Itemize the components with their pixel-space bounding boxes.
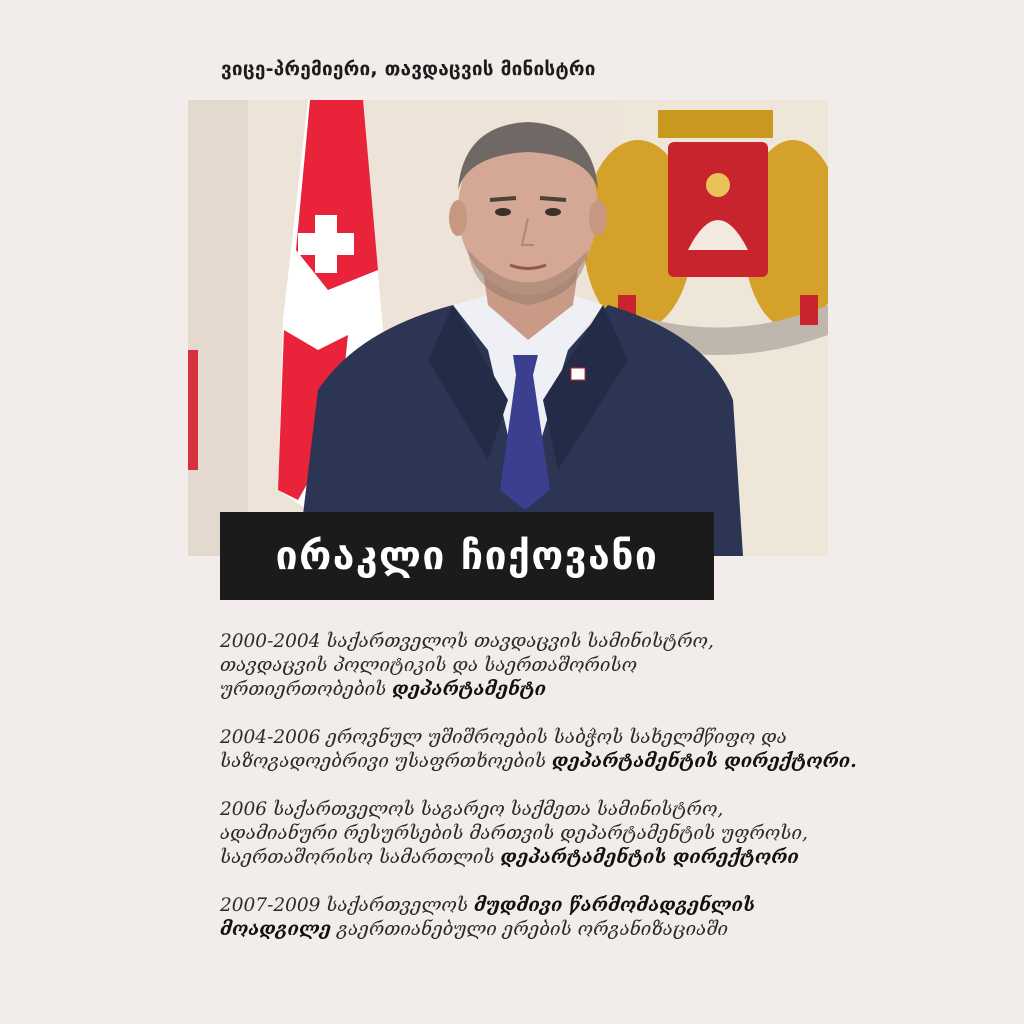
bio-emphasis: მუდმივი წარმომადგენლის <box>473 895 756 916</box>
bio-entry-2004-2006 <box>220 726 980 774</box>
bio-line: თავდაცვის პოლიტიკის და საერთაშორისო <box>220 655 638 676</box>
biography <box>220 630 980 966</box>
minister-name: ირაკლი ჩიქოვანი <box>275 533 659 579</box>
name-banner <box>220 512 714 600</box>
bio-emphasis: მოადგილე <box>220 919 332 940</box>
portrait-illustration <box>188 100 828 556</box>
bio-line: 2000-2004 საქართველოს თავდაცვის სამინისტრო, <box>220 631 714 652</box>
bio-line: ურთიერთობების დეპარტამენტი <box>220 679 547 700</box>
minister-portrait-photo <box>188 100 828 556</box>
role-title: ვიცე-პრემიერი, თავდაცვის მინისტრი <box>221 58 596 80</box>
bio-emphasis: დეპარტამენტის დირექტორი <box>500 847 799 868</box>
bio-line: საზოგადოებრივი უსაფრთხოების დეპარტამენტის დირექტორი. <box>220 751 857 772</box>
bio-line: მოადგილე გაერთიანებული ერების ორგანიზაციაში <box>220 919 729 940</box>
bio-entry-2000-2004 <box>220 630 980 702</box>
bio-line: ადამიანური რესურსების მართვის დეპარტამენტის უფროსი, <box>220 823 808 844</box>
bio-line: 2006 საქართველოს საგარეო საქმეთა სამინისტრო, <box>220 799 724 820</box>
bio-emphasis: დეპარტამენტი <box>392 679 547 700</box>
bio-line: საერთაშორისო სამართლის დეპარტამენტის დირექტორი <box>220 847 799 868</box>
bio-line: 2004-2006 ეროვნულ უშიშროების საბჭოს სახელმწიფო და <box>220 727 787 748</box>
bio-entry-2007-2009 <box>220 894 980 942</box>
flag-edge-left <box>188 350 198 470</box>
bio-emphasis: დეპარტამენტის დირექტორი. <box>551 751 857 772</box>
bio-entry-2006 <box>220 798 980 870</box>
bio-line: 2007-2009 საქართველოს მუდმივი წარმომადგენლის <box>220 895 756 916</box>
